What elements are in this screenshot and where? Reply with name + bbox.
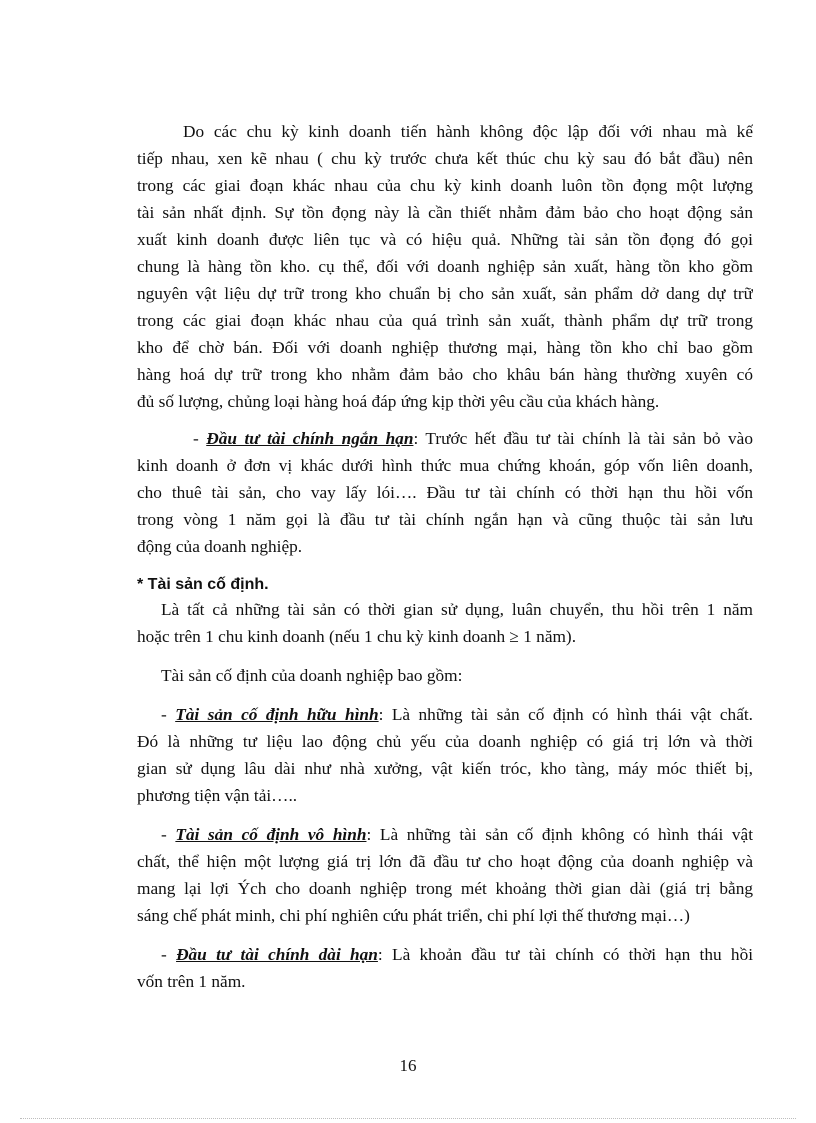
bullet-dash: - xyxy=(161,825,176,844)
text-line: hàng hoá dự trữ trong kho nhằm đảm bảo cho khâu bán hàng thường xuyên có xyxy=(137,365,753,384)
text-line: phương tiện vận tải….. xyxy=(137,786,298,805)
page-number: 16 xyxy=(399,1056,417,1075)
paragraph-intangible-assets xyxy=(137,821,753,929)
text-line: trong vòng 1 năm gọi là đầu tư tài chính ngắn hạn và cũng thuộc tài sản lưu xyxy=(137,510,753,529)
term-intangible-assets: Tài sản cố định vô hình xyxy=(175,825,367,844)
paragraph-includes xyxy=(137,662,753,689)
text-line: kinh doanh ở đơn vị khác dưới hình thức mua chứng khoán, góp vốn liên doanh, xyxy=(137,456,753,475)
body-text xyxy=(137,118,753,995)
paragraph-short-term-investment xyxy=(137,425,753,560)
text-line: kho để chờ bán. Đối với doanh nghiệp thương mại, hàng tồn kho chỉ bao gồm xyxy=(137,338,753,357)
text-line: xuất kinh doanh được liên tục và có hiệu quả. Những tài sản tồn đọng đó gọi xyxy=(137,230,753,249)
bullet-dash: - xyxy=(161,705,176,724)
text-line xyxy=(161,701,753,728)
text-line: Tài sản cố định của doanh nghiệp bao gồm: xyxy=(161,666,463,685)
text-line: mang lại lợi Ých cho doanh nghiệp trong mét khoảng thời gian dài (giá trị bằng xyxy=(137,879,753,898)
text-line: sáng chế phát minh, chi phí nghiên cứu phát triển, chi phí lợi thế thương mại…) xyxy=(137,906,690,925)
text-run: : Là những tài sản cố định không có hình thái vật xyxy=(366,825,753,844)
text-line: hoặc trên 1 chu kinh doanh (nếu 1 chu kỳ kinh doanh ≥ 1 năm). xyxy=(137,627,577,646)
term-short-term-investment: Đầu tư tài chính ngắn hạn xyxy=(206,429,414,448)
text-line: tài sản nhất định. Sự tồn đọng này là cần thiết nhằm đảm bảo cho hoạt động sản xyxy=(137,203,753,222)
text-line: chung là hàng tồn kho. cụ thể, đối với doanh nghiệp sản xuất, hàng tồn kho gồm xyxy=(137,257,753,276)
page-bottom-divider xyxy=(20,1118,796,1119)
paragraph-inventory xyxy=(137,118,753,415)
text-line: động của doanh nghiệp. xyxy=(137,537,303,556)
text-line xyxy=(193,425,753,452)
paragraph-tangible-assets xyxy=(137,701,753,809)
bullet-dash: - xyxy=(193,429,207,448)
text-line: nguyên vật liệu dự trữ trong kho chuẩn bị cho sản xuất, sản phẩm dở dang dự trữ xyxy=(137,284,753,303)
section-heading: * Tài sản cố định. xyxy=(137,576,269,593)
text-line xyxy=(161,821,753,848)
text-line: trong các giai đoạn khác nhau của quá trình sản xuất, thành phẩm dự trữ trong xyxy=(137,311,753,330)
text-line: cho thuê tài sản, cho vay lấy lói…. Đầu tư tài chính có thời hạn thu hồi vốn xyxy=(137,483,753,502)
term-long-term-investment: Đầu tư tài chính dài hạn xyxy=(176,945,378,964)
bullet-dash: - xyxy=(161,945,177,964)
text-run: : Trước hết đầu tư tài chính là tài sản bỏ vào xyxy=(413,429,753,448)
text-line: Là tất cả những tài sản có thời gian sử dụng, luân chuyển, thu hồi trên 1 năm xyxy=(161,600,753,619)
text-line: tiếp nhau, xen kẽ nhau ( chu kỳ trước chưa kết thúc chu kỳ sau đó bắt đầu) nên xyxy=(137,149,753,168)
term-tangible-assets: Tài sản cố định hữu hình xyxy=(175,705,379,724)
text-line: chất, thể hiện một lượng giá trị lớn đã đầu tư cho hoạt động của doanh nghiệp và xyxy=(137,852,753,871)
section-fixed-assets xyxy=(137,574,753,650)
text-line: Đó là những tư liệu lao động chủ yếu của doanh nghiệp có giá trị lớn và thời xyxy=(137,732,753,751)
text-run: : Là khoản đầu tư tài chính có thời hạn thu hồi xyxy=(377,945,753,964)
text-line: gian sử dụng lâu dài như nhà xưởng, vật kiến tróc, kho tàng, máy móc thiết bị, xyxy=(137,759,753,778)
text-line xyxy=(161,941,753,968)
text-line: đủ số lượng, chủng loại hàng hoá đáp ứng kịp thời yêu cầu của khách hàng. xyxy=(137,392,660,411)
paragraph-long-term-investment xyxy=(137,941,753,995)
text-line: Do các chu kỳ kinh doanh tiến hành không độc lập đối với nhau mà kế xyxy=(183,122,753,141)
text-run: : Là những tài sản cố định có hình thái vật chất. xyxy=(378,705,753,724)
text-line: trong các giai đoạn khác nhau của chu kỳ kinh doanh luôn tồn đọng một lượng xyxy=(137,176,753,195)
text-line: vốn trên 1 năm. xyxy=(137,972,246,991)
